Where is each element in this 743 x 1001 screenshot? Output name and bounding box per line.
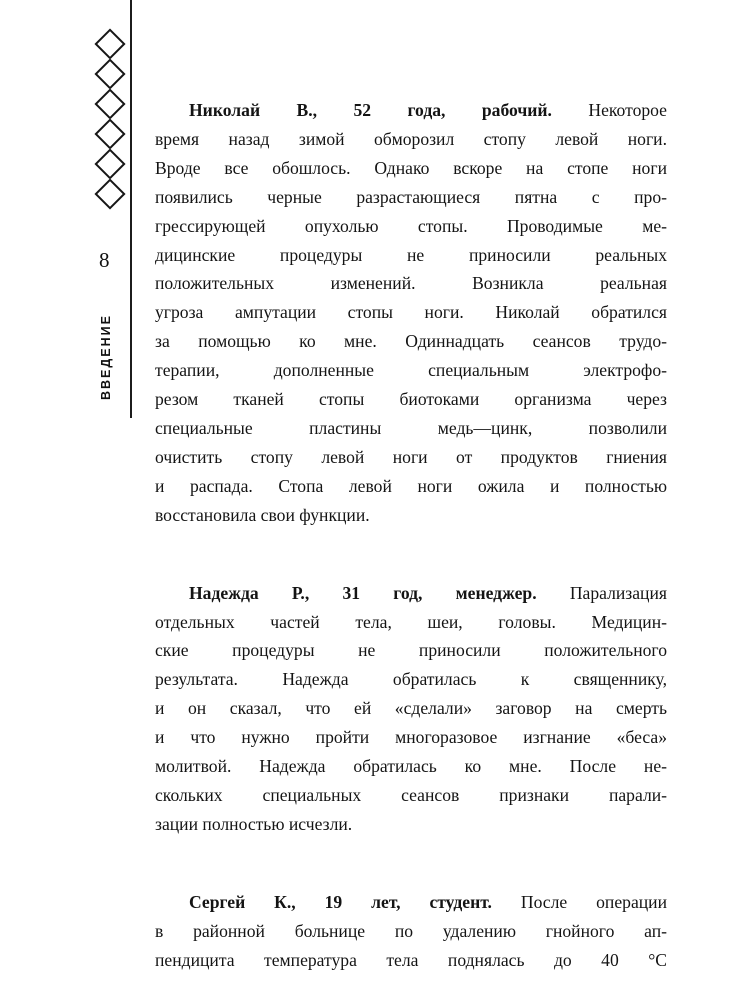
text-line: и что нужно пройти многоразовое изгнание «беса» [155,727,667,748]
diamond-icon [94,148,125,179]
paragraph [155,96,667,530]
diamond-icon [94,178,125,209]
text-line: скольких специальных сеансов признаки парали- [155,784,667,805]
diamond-ornament [99,33,121,205]
text-line: ские процедуры не приносили положительного [155,640,667,661]
text-line: результата. Надежда обратилась к священнику, [155,669,667,690]
text-line: терапии, дополненные специальным электрофо- [155,360,667,381]
text-line: дицинские процедуры не приносили реальных [155,244,667,265]
text-line: время назад зимой обморозил стопу левой ноги. [155,128,667,149]
diamond-icon [94,88,125,119]
margin-title: ВВЕДЕНИЕ [99,314,113,400]
text-line: появились черные разрастающиеся пятна с про- [155,186,667,207]
text-line: за помощью ко мне. Одиннадцать сеансов трудо- [155,331,667,352]
text-line: угроза ампутации стопы ноги. Николай обратился [155,302,667,323]
text-line: грессирующей опухолью стопы. Проводимые ме- [155,215,667,236]
text-block [155,96,667,974]
text-line: Вроде все обошлось. Однако вскоре на стопе ноги [155,157,667,178]
paragraph [155,579,667,839]
paragraph-first-line: Николай В., 52 года, рабочий. Некоторое [189,100,667,120]
diamond-icon [94,118,125,149]
text-line: специальные пластины медь—цинк, позволили [155,417,667,438]
text-line: резом тканей стопы биотоками организма через [155,389,667,410]
diamond-icon [94,58,125,89]
case-lead: Надежда Р., 31 год, менеджер. [189,582,537,603]
case-lead: Николай В., 52 года, рабочий. [189,100,552,120]
text-line: положительных изменений. Возникла реальная [155,273,667,294]
margin-rule [130,0,132,418]
text-line: молитвой. Надежда обратилась ко мне. После не- [155,756,667,777]
page-number: 8 [99,248,110,272]
paragraph [155,888,667,975]
text-line: и распада. Стопа левой ноги ожила и полностью [155,475,667,496]
text-line: пендицита температура тела поднялась до 40 °С [155,949,667,970]
text-line: и он сказал, что ей «сделали» заговор на смерть [155,698,667,719]
paragraph-first-line: Сергей К., 19 лет, студент. После операции [189,891,667,912]
text-line: отдельных частей тела, шеи, головы. Медицин- [155,611,667,632]
text-line: очистить стопу левой ноги от продуктов гниения [155,446,667,467]
text-line: зации полностью исчезли. [155,813,353,834]
text-line: восстановила свои функции. [155,504,370,525]
paragraph-first-line: Надежда Р., 31 год, менеджер. Парализация [189,582,667,603]
case-lead: Сергей К., 19 лет, студент. [189,891,492,912]
text-line: в районной больнице по удалению гнойного ап- [155,920,667,941]
diamond-icon [94,28,125,59]
